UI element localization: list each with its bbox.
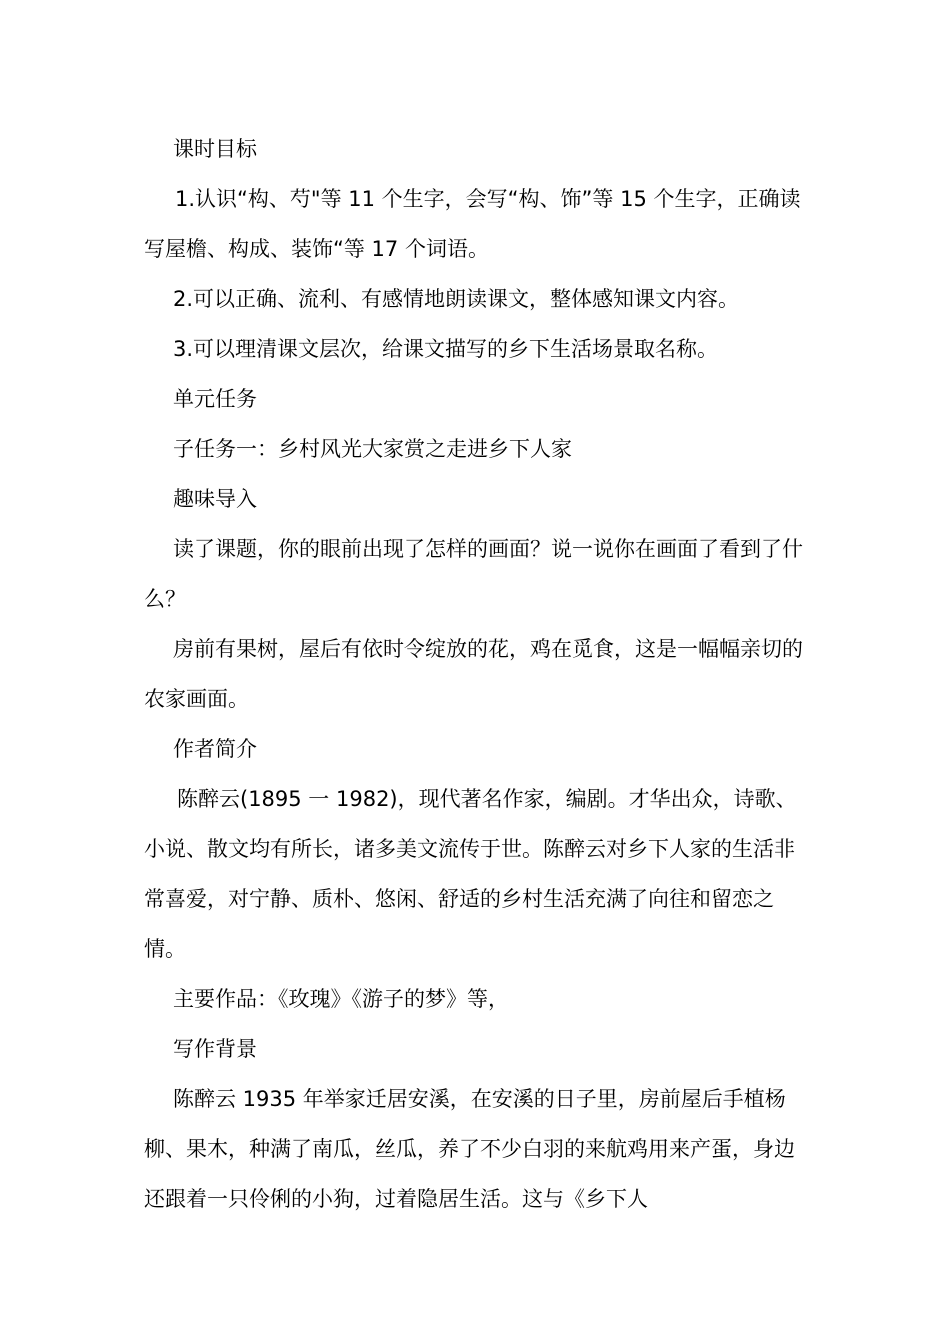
intro-question: 读了课题，你的眼前出现了怎样的画面？说一说你在画面了看到了什么？ [144,537,803,611]
subtask-1: 子任务一：乡村风光大家赏之走进乡下人家 [173,437,572,461]
heading-unit-task: 单元任务 [173,387,257,411]
objective-3: 3.可以理清课文层次，给课文描写的乡下生活场景取名称。 [173,337,719,361]
heading-background: 写作背景 [173,1037,257,1061]
background-text: 陈醉云 1935 年举家迁居安溪，在安溪的日子里，房前屋后手植杨柳、果木，种满了南瓜，丝瓜，养了不少白羽的来航鸡用来产蛋，身边还跟着一只伶俐的小狗，过着隐居生活。这与《乡下人 [144,1087,795,1211]
heading-fun-intro: 趣味导入 [173,487,257,511]
objective-2: 2.可以正确、流利、有感情地朗读课文，整体感知课文内容。 [173,287,740,311]
heading-lesson-goals: 课时目标 [173,137,257,161]
heading-author: 作者简介 [173,737,257,761]
author-bio: 陈醉云(1895 一 1982)，现代著名作家，编剧。才华出众，诗歌、小说、散文均有所长，诸多美文流传于世。陈醉云对乡下人家的生活非常喜爱，对宁静、质朴、悠闲、舒适的乡村生活充满了向往和留恋之情。 [144,787,797,961]
intro-answer: 房前有果树，屋后有依时令绽放的花，鸡在觅食，这是一幅幅亲切的农家画面。 [144,637,803,711]
document-body [144,124,808,1224]
objective-1: 1.认识“构、芍"等 11 个生字，会写“构、饰”等 15 个生字，正确读写屋檐、构成、装饰“等 17 个词语。 [144,187,801,261]
main-works: 主要作品：《玫瑰》《游子的梦》等， [173,987,509,1011]
